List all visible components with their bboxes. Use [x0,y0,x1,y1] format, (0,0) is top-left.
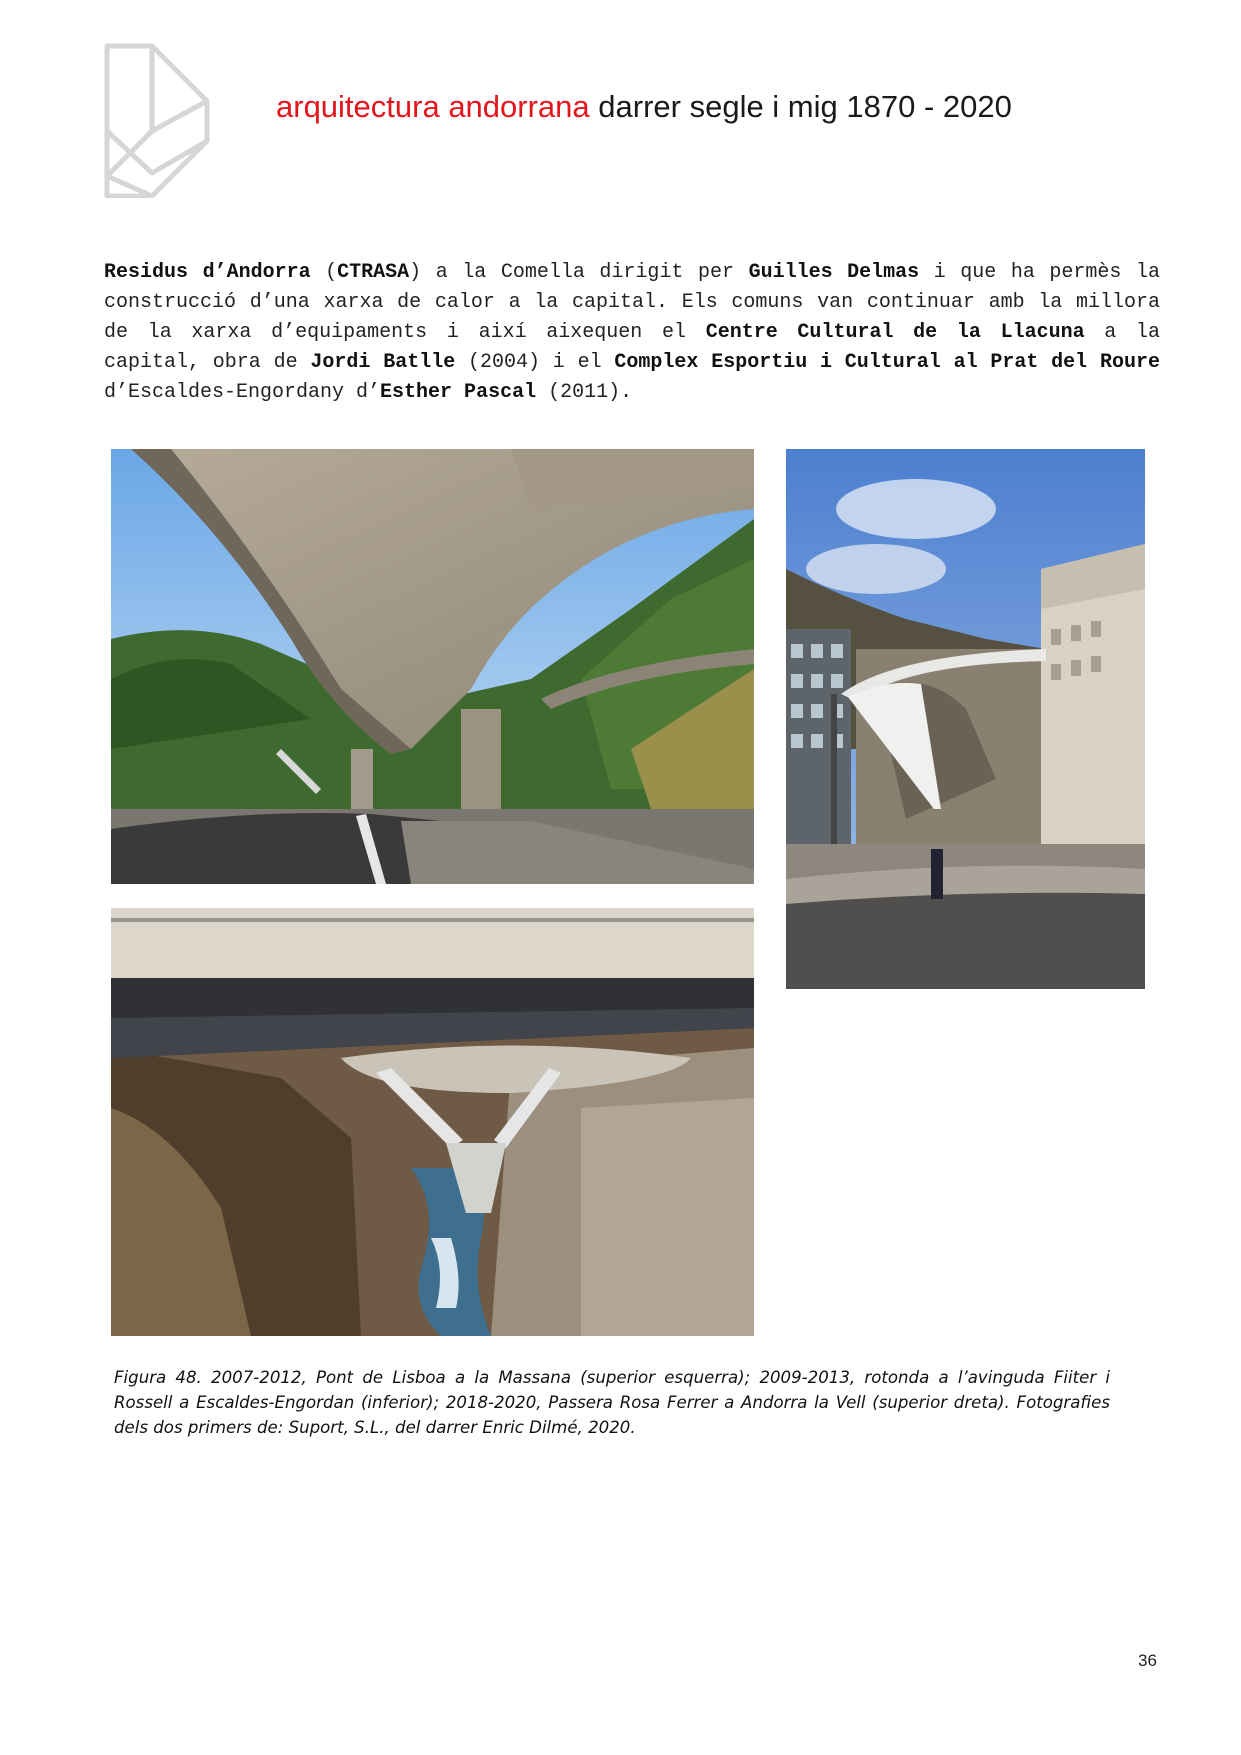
text-run: (2004) i el [455,351,615,374]
page-number: 36 [1138,1651,1157,1670]
house-logo-icon [104,43,210,198]
header-brand: arquitectura andorrana [276,89,590,124]
photo-passera-rosa-ferrer [786,449,1145,989]
bold-ctrasa-name: Residus d’Andorra [104,261,311,284]
bold-ctrasa: CTRASA [337,261,410,284]
text-run: i que ha permès la construcció d’una xarxa de calor a la capital. Els comuns van continuar amb la millora de la xarxa d’equipaments i així aixequen el [104,261,1160,344]
bold-batlle: Jordi Batlle [310,351,456,374]
figure-caption: Figura 48. 2007-2012, Pont de Lisboa a la Massana (superior esquerra); 2009-2013, rotonda a l’avinguda Fiiter i Rossell a Escaldes-Engordan (inferior); 2018-2020, Passera Rosa Ferrer a Andorra la Vell (superior dreta). Fotografies dels dos primers de: Suport, S.L., del darrer Enric Dilmé, 2020. [114,1368,1110,1437]
bold-delmas: Guilles Delmas [748,261,920,284]
page-header [276,88,1012,126]
header-subtitle: darrer segle i mig 1870 - 2020 [598,89,1012,124]
text-run: a la capital, obra de [104,321,1161,374]
photo-rotonda-escaldes [111,908,754,1336]
photo-pont-de-lisboa [111,449,754,884]
body-paragraph [104,258,1160,408]
bold-pascal: Esther Pascal [380,381,537,404]
text-run: ( [310,261,338,284]
bold-complex: Complex Esportiu i Cultural al Prat del Roure [614,351,1160,374]
bold-llacuna: Centre Cultural de la Llacuna [705,321,1085,344]
text-run: d’Escaldes-Engordany d’ [104,381,381,404]
text-run: (2011). [536,381,633,404]
text-run: ) a la Comella dirigit per [409,261,749,284]
